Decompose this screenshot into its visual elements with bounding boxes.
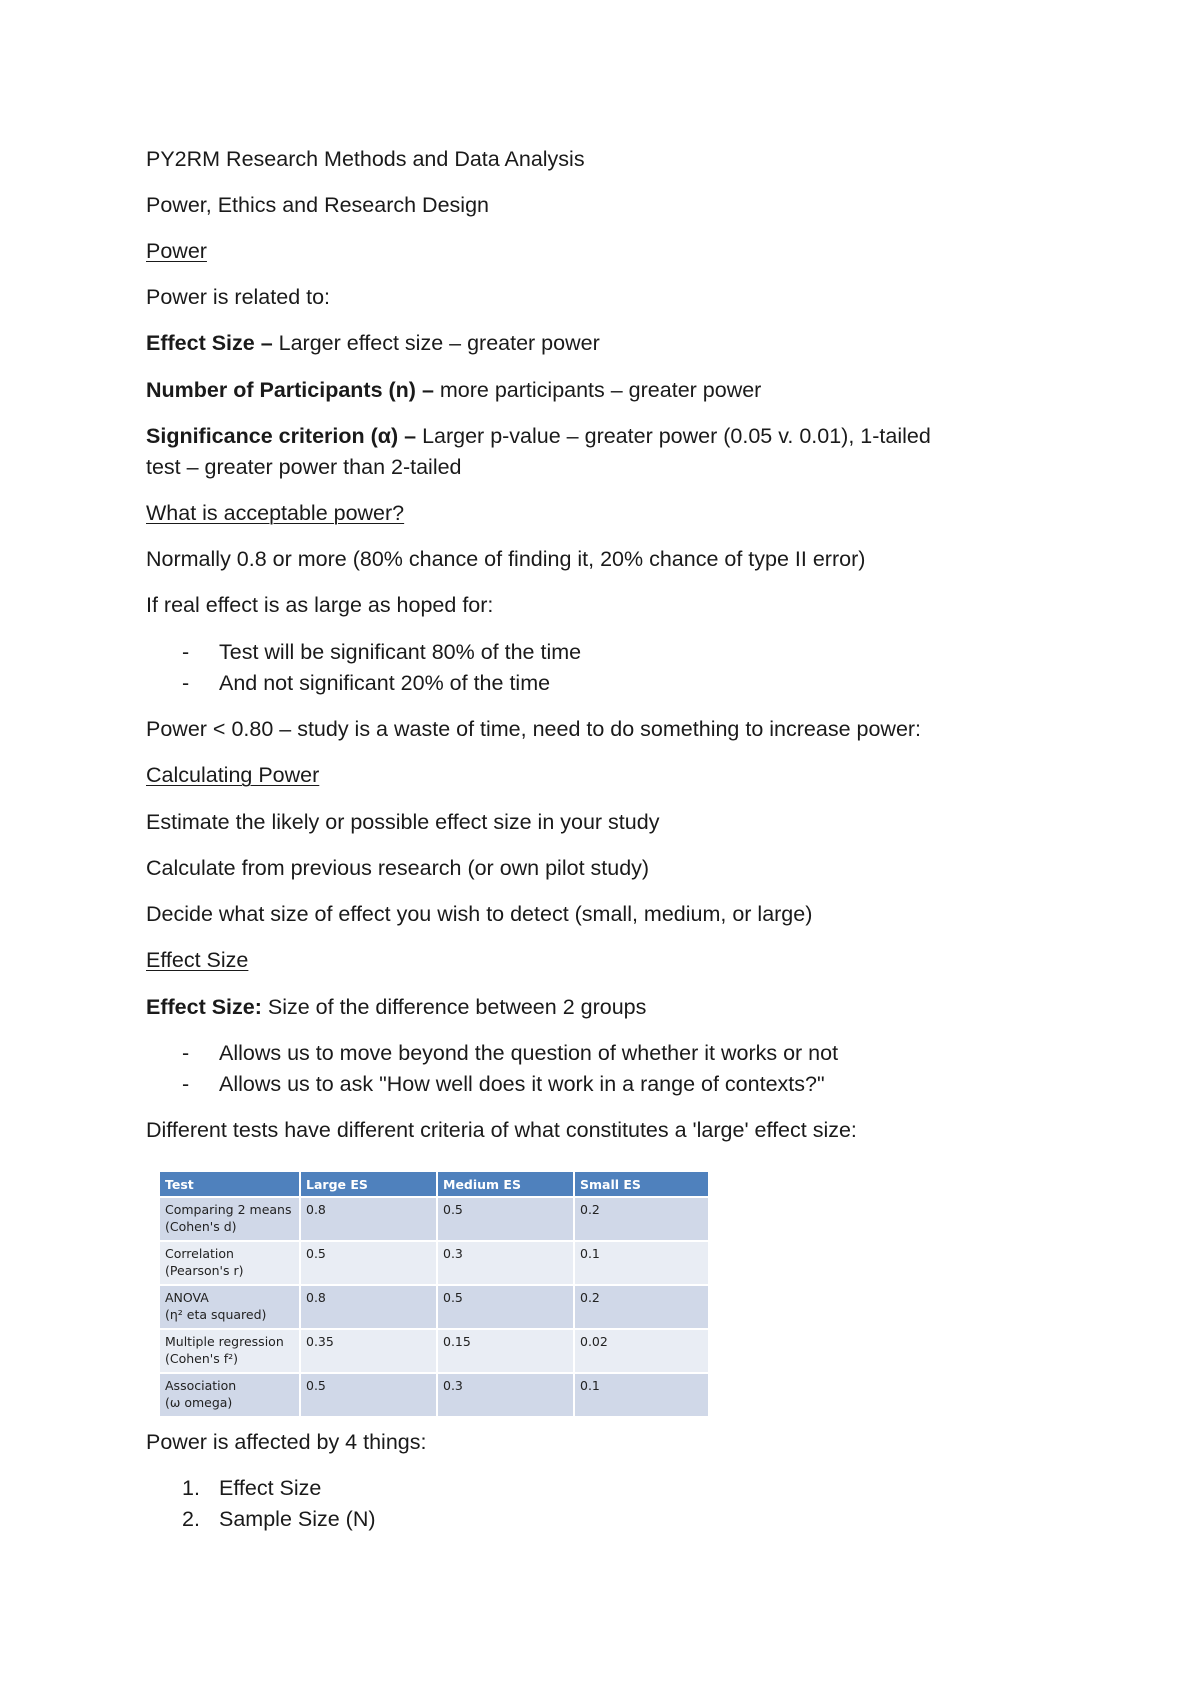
- table-header-cell: Test: [160, 1172, 300, 1197]
- calculating-line: Calculate from previous research (or own pilot study): [146, 856, 650, 880]
- list-item: Sample Size (N): [219, 1507, 376, 1531]
- effect-size-def-text: Size of the difference between 2 groups: [261, 995, 647, 1019]
- test-name: Correlation: [165, 1246, 234, 1261]
- table-cell: 0.5: [300, 1241, 437, 1285]
- table-cell-test: [160, 1285, 300, 1329]
- participants-line: [146, 375, 761, 406]
- bullet-marker: -: [182, 671, 190, 695]
- table-cell: 0.35: [300, 1329, 437, 1373]
- power-heading: Power: [146, 239, 207, 263]
- table-header-cell: Medium ES: [437, 1172, 574, 1197]
- test-statistic: (ω omega): [165, 1395, 233, 1410]
- table-cell: 0.5: [437, 1197, 574, 1241]
- significance-line-2: test – greater power than 2-tailed: [146, 455, 462, 479]
- effect-size-line: [146, 328, 600, 359]
- bullet-marker: -: [182, 1072, 190, 1096]
- significance-term: Significance criterion (α) –: [146, 424, 417, 448]
- test-name: Association: [165, 1378, 237, 1393]
- list-item: Test will be significant 80% of the time: [219, 640, 582, 664]
- table-cell: 0.15: [437, 1329, 574, 1373]
- table-header-row: [160, 1172, 709, 1197]
- affected-intro: Power is affected by 4 things:: [146, 1430, 427, 1454]
- calculating-line: Decide what size of effect you wish to detect (small, medium, or large): [146, 902, 813, 926]
- test-statistic: (Cohen's d): [165, 1219, 237, 1234]
- course-title: PY2RM Research Methods and Data Analysis: [146, 147, 585, 171]
- table-row: [160, 1285, 709, 1329]
- effect-size-definition: [146, 992, 646, 1023]
- waste-line: Power < 0.80 – study is a waste of time, need to do something to increase power:: [146, 717, 922, 741]
- table-cell: 0.3: [437, 1373, 574, 1416]
- table-cell-test: [160, 1373, 300, 1416]
- test-name: ANOVA: [165, 1290, 209, 1305]
- bullet-marker: -: [182, 1041, 190, 1065]
- test-statistic: (Pearson's r): [165, 1263, 244, 1278]
- list-item: Allows us to ask "How well does it work in a range of contexts?": [219, 1072, 825, 1096]
- power-intro: Power is related to:: [146, 285, 331, 309]
- effect-size-def-term: Effect Size:: [146, 995, 262, 1019]
- table-row: [160, 1241, 709, 1285]
- significance-line: [146, 421, 931, 452]
- test-statistic: (Cohen's f²): [165, 1351, 238, 1366]
- calculating-power-heading: Calculating Power: [146, 763, 320, 787]
- table-cell: 0.5: [300, 1373, 437, 1416]
- calculating-line: Estimate the likely or possible effect size in your study: [146, 810, 660, 834]
- list-number: 2.: [182, 1507, 200, 1531]
- test-name: Multiple regression: [165, 1334, 284, 1349]
- participants-text: more participants – greater power: [433, 378, 762, 402]
- table-cell: 0.8: [300, 1197, 437, 1241]
- if-real-line: If real effect is as large as hoped for:: [146, 593, 494, 617]
- table-cell: 0.2: [574, 1197, 709, 1241]
- test-statistic: (η² eta squared): [165, 1307, 267, 1322]
- table-cell: 0.02: [574, 1329, 709, 1373]
- list-item: And not significant 20% of the time: [219, 671, 551, 695]
- table-cell-test: [160, 1241, 300, 1285]
- lecture-title: Power, Ethics and Research Design: [146, 193, 489, 217]
- effect-size-table: [160, 1172, 710, 1416]
- table-row: [160, 1373, 709, 1416]
- criteria-line: Different tests have different criteria of what constitutes a 'large' effect size:: [146, 1118, 857, 1142]
- table-cell: 0.1: [574, 1373, 709, 1416]
- table-cell: 0.8: [300, 1285, 437, 1329]
- table-row: [160, 1197, 709, 1241]
- significance-text: Larger p-value – greater power (0.05 v. 0.01), 1-tailed: [416, 424, 931, 448]
- list-item: Allows us to move beyond the question of whether it works or not: [219, 1041, 839, 1065]
- participants-term: Number of Participants (n) –: [146, 378, 434, 402]
- table-cell: 0.1: [574, 1241, 709, 1285]
- acceptable-power-heading: What is acceptable power?: [146, 501, 405, 525]
- effect-size-term: Effect Size –: [146, 331, 273, 355]
- list-number: 1.: [182, 1476, 200, 1500]
- table-row: [160, 1329, 709, 1373]
- table-cell-test: [160, 1197, 300, 1241]
- effect-size-text: Larger effect size – greater power: [272, 331, 600, 355]
- table-cell: 0.3: [437, 1241, 574, 1285]
- table-header-cell: Small ES: [574, 1172, 709, 1197]
- normally-line: Normally 0.8 or more (80% chance of finding it, 20% chance of type II error): [146, 547, 866, 571]
- table-cell: 0.5: [437, 1285, 574, 1329]
- list-item: Effect Size: [219, 1476, 322, 1500]
- effect-size-heading: Effect Size: [146, 948, 249, 972]
- test-name: Comparing 2 means: [165, 1202, 292, 1217]
- bullet-marker: -: [182, 640, 190, 664]
- table-header-cell: Large ES: [300, 1172, 437, 1197]
- table-cell-test: [160, 1329, 300, 1373]
- table-cell: 0.2: [574, 1285, 709, 1329]
